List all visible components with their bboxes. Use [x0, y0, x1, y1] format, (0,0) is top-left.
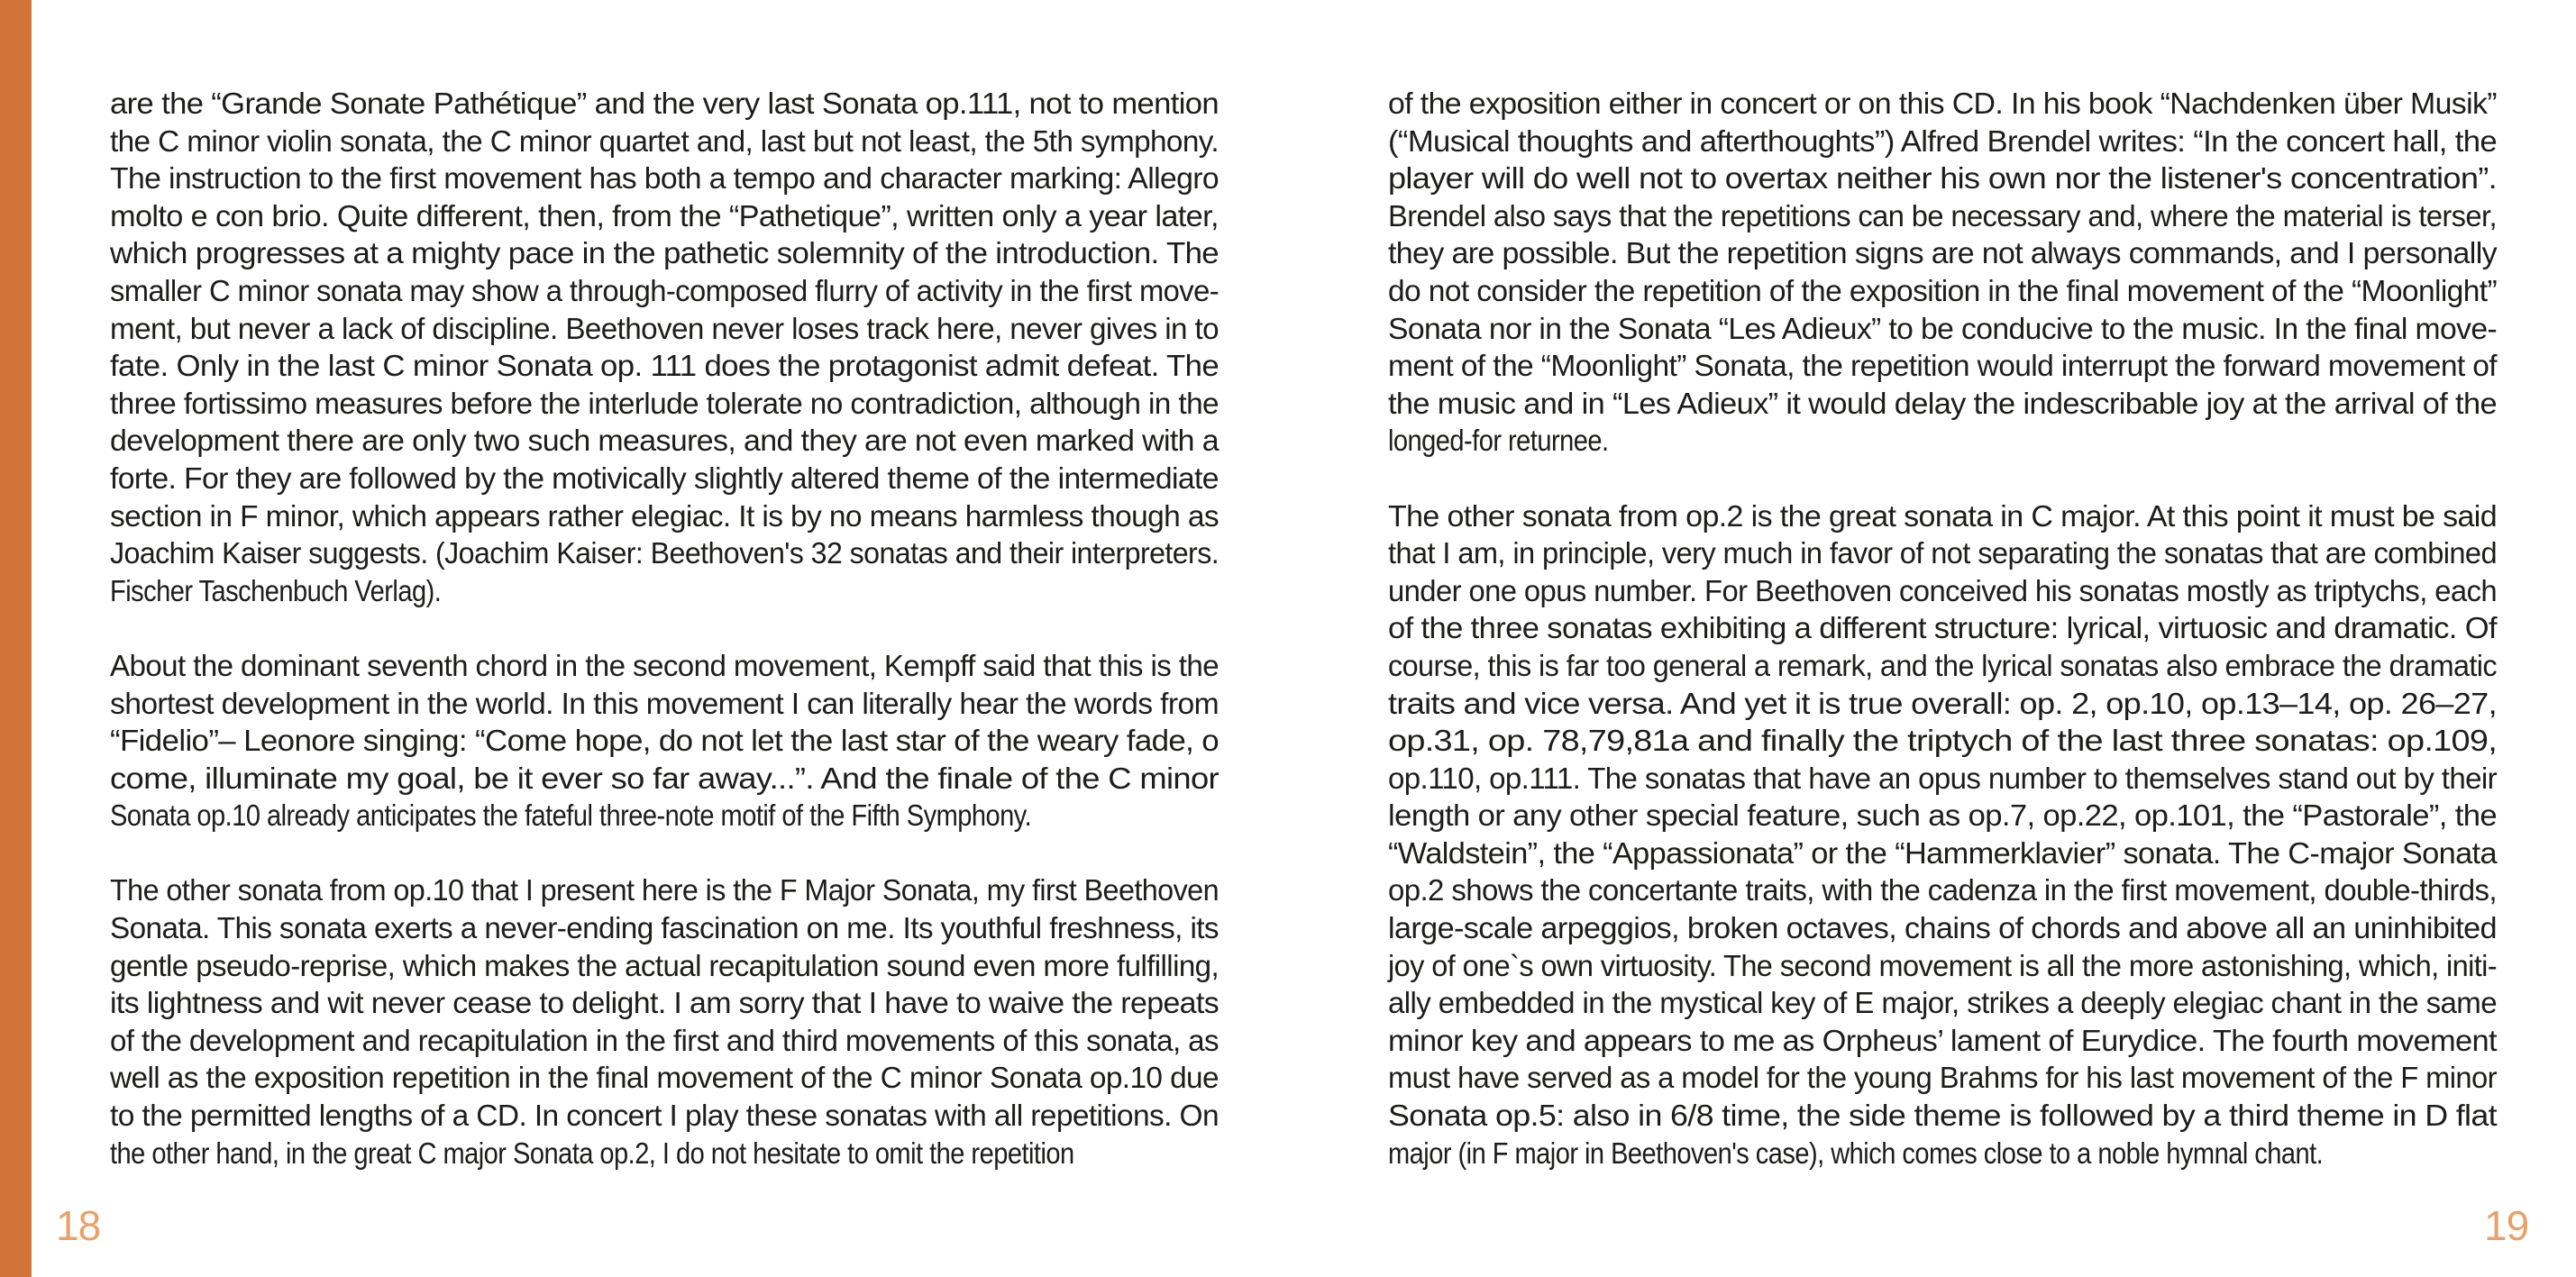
text-line [1388, 609, 2497, 647]
page-number-right: 19 [2484, 1202, 2529, 1249]
text-line-content: course, this is far too general a remark, and the lyrical sonatas also embrace the dramatic [1388, 648, 2498, 682]
text-line [1388, 497, 2497, 535]
text-line-content: of the three sonatas exhibiting a different structure: lyrical, virtuosic and dramatic. Of [1388, 611, 2497, 645]
text-line-content: op.31, op. 78,79,81a and finally the triptych of the last three sonatas: op.109, [1388, 724, 2498, 758]
text-line [1388, 85, 2497, 123]
text-line [1388, 1097, 2497, 1135]
text-line-content: well as the exposition repetition in the final movement of the C minor Sonata op.10 due [110, 1061, 1219, 1095]
text-line [110, 1135, 1219, 1172]
text-line [1388, 272, 2497, 310]
text-line-content: do not consider the repetition of the exposition in the final movement of the “Moonlight” [1388, 273, 2498, 307]
text-line [1388, 234, 2497, 272]
text-line-content: “Waldstein”, the “Appassionata” or the “Hammerklavier” sonata. The C-major Sonata [1388, 835, 2497, 870]
text-line-content: large-scale arpeggios, broken octaves, chains of chords and above all an uninhibited [1388, 911, 2497, 945]
text-line [1388, 572, 2497, 610]
text-line [110, 272, 1219, 310]
text-line [1388, 310, 2497, 348]
text-line-content: Sonata op.5: also in 6/8 time, the side theme is followed by a third theme in D flat [1388, 1099, 2497, 1133]
text-line [110, 385, 1219, 423]
text-line [1388, 760, 2497, 798]
text-line [110, 347, 1219, 385]
text-line [110, 1059, 1219, 1097]
orange-edge-bar [0, 0, 32, 1277]
text-line-content: of the exposition either in concert or on this CD. In his book “Nachdenken über Musik” [1388, 87, 2497, 120]
text-line-content: Sonata. This sonata exerts a never-ending fascination on me. Its youthful freshness, its [110, 911, 1219, 945]
text-line [110, 234, 1219, 272]
text-line-content: longed-for returnee. [1388, 424, 1609, 458]
text-line [110, 797, 1219, 835]
text-line-content: of the development and recapitulation in the first and third movements of this sonata, as [110, 1023, 1219, 1057]
text-line [110, 909, 1219, 947]
text-line-content: traits and vice versa. And yet it is true overall: op. 2, op.10, op.13–14, op. 26–27, [1388, 686, 2497, 720]
paragraph [1388, 85, 2497, 460]
text-line-content: are the “Grande Sonate Pathétique” and the very last Sonata op.111, not to mention [110, 87, 1219, 120]
text-line [1388, 871, 2497, 909]
text-line [110, 572, 1219, 610]
text-line-content: ally embedded in the mystical key of E major, strikes a deeply elegiac chant in the same [1388, 986, 2497, 1020]
text-line [1388, 1135, 2497, 1172]
text-line [110, 760, 1219, 798]
text-line-content: “Fidelio”– Leonore singing: “Come hope, do not let the last star of the weary fade, o [110, 724, 1219, 758]
text-line [1388, 909, 2497, 947]
text-line-content: minor key and appears to me as Orpheus’ lament of Eurydice. The fourth movement [1388, 1023, 2497, 1057]
text-line-content: three fortissimo measures before the interlude tolerate no contradiction, although in the [110, 386, 1219, 420]
text-line-content: its lightness and wit never cease to delight. I am sorry that I have to waive the repeats [110, 986, 1219, 1020]
paragraph [110, 85, 1219, 609]
text-line [110, 534, 1219, 572]
text-line [110, 160, 1219, 197]
text-line-content: which progresses at a mighty pace in the pathetic solemnity of the introduction. The [110, 236, 1219, 270]
text-line [1388, 160, 2497, 197]
text-line-content: to the permitted lengths of a CD. In concert I play these sonatas with all repetitions. On [110, 1099, 1219, 1133]
text-line [1388, 984, 2497, 1022]
text-line [110, 310, 1219, 348]
text-line-content: joy of one`s own virtuosity. The second movement is all the more astonishing, which, initi- [1388, 948, 2498, 982]
text-line-content: Brendel also says that the repetitions can be necessary and, where the material is terser, [1388, 198, 2497, 233]
text-line [1388, 385, 2497, 423]
text-line [1388, 422, 2497, 460]
text-line [1388, 1059, 2497, 1097]
text-line-content: Sonata nor in the Sonata “Les Adieux” to be conducive to the music. In the final move- [1388, 311, 2498, 345]
page-number-left: 18 [56, 1202, 101, 1249]
text-line-content: Sonata op.10 already anticipates the fateful three-note motif of the Fifth Symphony. [110, 798, 1032, 833]
text-line [1388, 534, 2497, 572]
text-line-content: The instruction to the first movement has both a tempo and character marking: Allegro [110, 161, 1219, 196]
text-line-content: length or any other special feature, such as op.7, op.22, op.101, the “Pastorale”, the [1388, 798, 2498, 833]
text-line [1388, 647, 2497, 685]
text-line [1388, 685, 2497, 723]
text-line [1388, 797, 2497, 835]
text-line [110, 422, 1219, 460]
paragraph [110, 647, 1219, 835]
paragraph [110, 871, 1219, 1172]
text-line-content: ment, but never a lack of discipline. Beethoven never loses track here, never gives in to [110, 311, 1219, 345]
text-line [110, 685, 1219, 723]
text-line-content: op.110, op.111. The sonatas that have an opus number to themselves stand out by their [1388, 761, 2498, 795]
text-line-content: Fischer Taschenbuch Verlag). [110, 573, 442, 607]
right-page-text [1388, 85, 2497, 1209]
paragraph [1388, 497, 2497, 1172]
text-line [110, 984, 1219, 1022]
text-line-content: must have served as a model for the young Brahms for his last movement of the F minor [1388, 1061, 2497, 1095]
text-line-content: that I am, in principle, very much in favor of not separating the sonatas that are combined [1388, 536, 2497, 570]
text-line-content: fate. Only in the last C minor Sonata op. 111 does the protagonist admit defeat. The [110, 349, 1219, 383]
left-page-text [110, 85, 1219, 1209]
text-line [110, 123, 1219, 160]
text-line [1388, 722, 2497, 760]
text-line-content: the music and in “Les Adieux” it would delay the indescribable joy at the arrival of the [1388, 386, 2497, 420]
text-line [1388, 347, 2497, 385]
text-line [1388, 835, 2497, 872]
text-line-content: the other hand, in the great C major Sonata op.2, I do not hesitate to omit the repetition [110, 1136, 1074, 1170]
text-line-content: smaller C minor sonata may show a through-composed flurry of activity in the first move- [110, 273, 1219, 307]
text-line-content: the C minor violin sonata, the C minor quartet and, last but not least, the 5th symphony. [110, 123, 1219, 158]
text-line-content: player will do well not to overtax neither his own nor the listener's concentration”. [1388, 161, 2498, 196]
text-line-content: shortest development in the world. In this movement I can literally hear the words from [110, 686, 1219, 720]
text-line-content: molto e con brio. Quite different, then, from the “Pathetique”, written only a year later, [110, 198, 1219, 233]
text-line [110, 1022, 1219, 1060]
text-line-content: come, illuminate my goal, be it ever so far away...”. And the finale of the C minor [110, 761, 1219, 795]
text-line [110, 497, 1219, 535]
text-line-content: major (in F major in Beethoven's case), which comes close to a noble hymnal chant. [1388, 1136, 2324, 1170]
text-line-content: gentle pseudo-reprise, which makes the actual recapitulation sound even more fulfilling, [110, 948, 1219, 982]
text-line-content: forte. For they are followed by the motivically slightly altered theme of the intermediate [110, 461, 1219, 495]
text-line-content: About the dominant seventh chord in the second movement, Kempff said that this is the [110, 648, 1219, 682]
text-line [110, 722, 1219, 760]
text-line [110, 647, 1219, 685]
text-line [1388, 197, 2497, 235]
text-line-content: under one opus number. For Beethoven conceived his sonatas mostly as triptychs, each [1388, 573, 2498, 607]
text-line-content: The other sonata from op.10 that I present here is the F Major Sonata, my first Beethoven [110, 873, 1219, 908]
text-line [110, 947, 1219, 985]
text-line-content: ment of the “Moonlight” Sonata, the repetition would interrupt the forward movement of [1388, 349, 2498, 383]
text-line [110, 1097, 1219, 1135]
text-line-content: The other sonata from op.2 is the great sonata in C major. At this point it must be said [1388, 498, 2498, 533]
text-line [110, 197, 1219, 235]
text-line-content: development there are only two such measures, and they are not even marked with a [110, 424, 1219, 458]
text-line [110, 460, 1219, 497]
text-line [110, 871, 1219, 909]
text-line-content: Joachim Kaiser suggests. (Joachim Kaiser: Beethoven's 32 sonatas and their interpreters. [110, 536, 1219, 570]
text-line-content: section in F minor, which appears rather elegiac. It is by no means harmless though as [110, 498, 1219, 533]
text-line-content: (“Musical thoughts and afterthoughts”) Alfred Brendel writes: “In the concert hall, the [1388, 123, 2498, 158]
text-line [1388, 123, 2497, 160]
text-line [1388, 1022, 2497, 1060]
text-line-content: they are possible. But the repetition signs are not always commands, and I personally [1388, 236, 2497, 270]
text-line [1388, 947, 2497, 985]
text-line-content: op.2 shows the concertante traits, with the cadenza in the first movement, double-thirds, [1388, 873, 2497, 908]
text-line [110, 85, 1219, 123]
